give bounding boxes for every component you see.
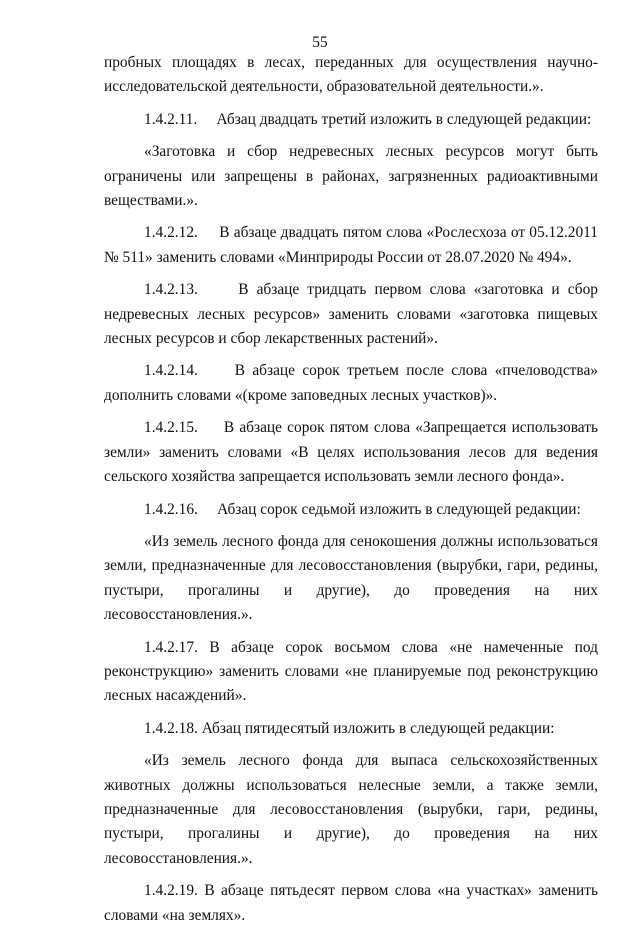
paragraph-1-4-2-18: 1.4.2.18. Абзац пятидесятый изложить в следующей редакции:	[144, 719, 555, 737]
document-body	[104, 51, 598, 936]
paragraph-1-4-2-16: 1.4.2.16. Абзац сорок седьмой изложить в следующей редакции:	[144, 500, 581, 518]
paragraph-1-4-2-14: 1.4.2.14. В абзаце сорок третьем после слова «пчеловодства» дополнить словами «(кроме заповедных лесных участков)».	[104, 362, 598, 404]
paragraph-quote-2: «Из земель лесного фонда для сенокошения должны использоваться земли, предназначенные для лесовосстановления (вырубки, гари, редины, пустыри, прогалины и другие), до проведения на них лесовосстановления.».	[104, 532, 598, 624]
paragraph-1-4-2-19: 1.4.2.19. В абзаце пятьдесят первом слова «на участках» заменить словами «на землях».	[104, 882, 598, 924]
page-number: 55	[312, 34, 328, 51]
paragraph-quote-1: «Заготовка и сбор недревесных лесных ресурсов могут быть ограничены или запрещены в районах, загрязненных радиоактивными веществами.».	[104, 143, 598, 210]
paragraph-1-4-2-17: 1.4.2.17. В абзаце сорок восьмом слова «не намеченные под реконструкцию» заменить словами «не планируемые под реконструкцию лесных насаждений».	[104, 638, 598, 705]
paragraph-1-4-2-12: 1.4.2.12. В абзаце двадцать пятом слова «Рослесхоза от 05.12.2011 № 511» заменить словами «Минприроды России от 28.07.2020 № 494».	[104, 224, 598, 266]
paragraph-1-4-2-11: 1.4.2.11. Абзац двадцать третий изложить в следующей редакции:	[144, 110, 592, 128]
paragraph-quote-3: «Из земель лесного фонда для выпаса сельскохозяйственных животных должны использоваться нелесные земли, а также земли, предназначенные для лесовосстановления (вырубки, гари, редины, пустыри, прогалины и другие), до проведения на них лесовосстановления.».	[104, 752, 598, 867]
paragraph-1-4-2-13: 1.4.2.13. В абзаце тридцать первом слова «заготовка и сбор недревесных лесных ресурсов» заменить словами «заготовка пищевых лесных ресурсов и сбор лекарственных растений».	[104, 281, 598, 348]
paragraph-continuation: пробных площадях в лесах, переданных для осуществления научно-исследовательской деятельности, образовательной деятельности.».	[104, 54, 598, 96]
paragraph-1-4-2-15: 1.4.2.15. В абзаце сорок пятом слова «Запрещается использовать земли» заменить словами «В целях использования лесов для ведения сельского хозяйства запрещается использовать земли лесного фонда».	[104, 419, 598, 486]
